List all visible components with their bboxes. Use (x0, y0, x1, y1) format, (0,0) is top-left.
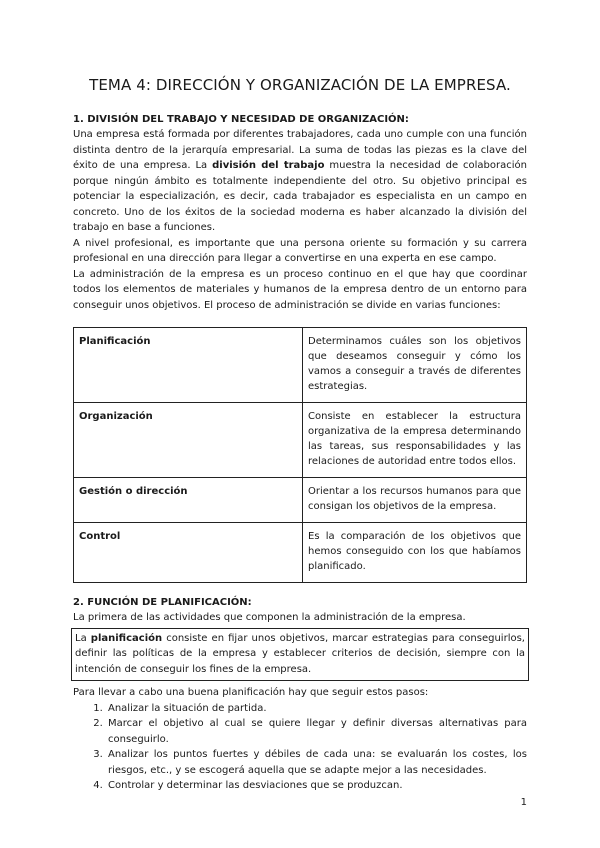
list-item: 1. Analizar la situación de partida. (106, 701, 527, 717)
list-item: 2. Marcar el objetivo al cual se quiere llegar y definir diversas alternativas para conseguirlo. (106, 716, 527, 747)
section-2-intro: La primera de las actividades que componen la administración de la empresa. (73, 612, 466, 623)
function-description: Orientar a los recursos humanos para que consigan los objetivos de la empresa. (303, 478, 527, 523)
paragraph-text: La (75, 632, 91, 644)
planning-definition-box (71, 628, 529, 682)
bold-term: división del trabajo (212, 160, 325, 171)
function-description: Determinamos cuáles son los objetivos que deseamos conseguir y cómo los vamos a conseguir a través de diferentes estrategias. (303, 328, 527, 403)
paragraph-text: muestra la necesidad de colaboración porque ningún ámbito es totalmente independiente del otro. Su objetivo principal es potenciar la especialización, es decir, cada trabajador es especialista en un campo en concreto. Uno de los éxitos de la sociedad moderna es haber alcanzado la división del trabajo en base a funciones. (73, 160, 527, 233)
section-1-paragraph-2: A nivel profesional, es importante que una persona oriente su formación y su carrera profesional en una dirección para llegar a convertirse en una experta en ese campo. (73, 237, 527, 264)
functions-table (73, 327, 527, 583)
section-1-paragraph-3: La administración de la empresa es un proceso continuo en el que hay que coordinar todos los elementos de materiales y humanos de la empresa dentro de un entorno para conseguir unos objetivos. El proceso de administración se divide en varias funciones: (73, 268, 527, 311)
function-name: Gestión o dirección (74, 478, 303, 523)
bold-term: planificación (90, 632, 163, 644)
page-title: TEMA 4: DIRECCIÓN Y ORGANIZACIÓN DE LA EMPRESA. (89, 76, 511, 94)
function-name: Planificación (74, 328, 303, 403)
section-1-paragraph-1 (73, 127, 527, 236)
table-row (74, 328, 527, 403)
table-row (74, 523, 527, 583)
paragraph-text: Una empresa está formada por diferentes trabajadores, cada uno cumple con una función distinta dentro de la jerarquía empresarial. La suma de todas las piezas es la clave del éxito de una empresa. La (73, 129, 527, 171)
function-description: Consiste en establecer la estructura organizativa de la empresa determinando las tareas, sus responsabilidades y las relaciones de autoridad entre todos ellos. (303, 403, 527, 478)
list-item: 3. Analizar los puntos fuertes y débiles de cada una: se evaluarán los costes, los riesgos, etc., y se escogerá aquella que se adapte mejor a las necesidades. (106, 747, 527, 778)
steps-list (73, 701, 527, 794)
steps-intro: Para llevar a cabo una buena planificación hay que seguir estos pasos: (73, 687, 429, 698)
page-content (73, 112, 527, 794)
page-number: 1 (520, 797, 527, 808)
table-row (74, 403, 527, 478)
function-name: Organización (74, 403, 303, 478)
table-row (74, 478, 527, 523)
paragraph-text: consiste en fijar unos objetivos, marcar estrategias para conseguirlos, definir las políticas de la empresa y establecer criterios de decisión, siempre con la intención de conseguir los fines de la empresa. (75, 632, 525, 675)
function-name: Control (74, 523, 303, 583)
list-item: 4. Controlar y determinar las desviaciones que se produzcan. (106, 778, 527, 794)
function-description: Es la comparación de los objetivos que hemos conseguido con los que habíamos planificado. (303, 523, 527, 583)
section-1-heading: 1. DIVISIÓN DEL TRABAJO Y NECESIDAD DE ORGANIZACIÓN: (73, 114, 409, 125)
section-2-heading: 2. FUNCIÓN DE PLANIFICACIÓN: (73, 597, 252, 608)
